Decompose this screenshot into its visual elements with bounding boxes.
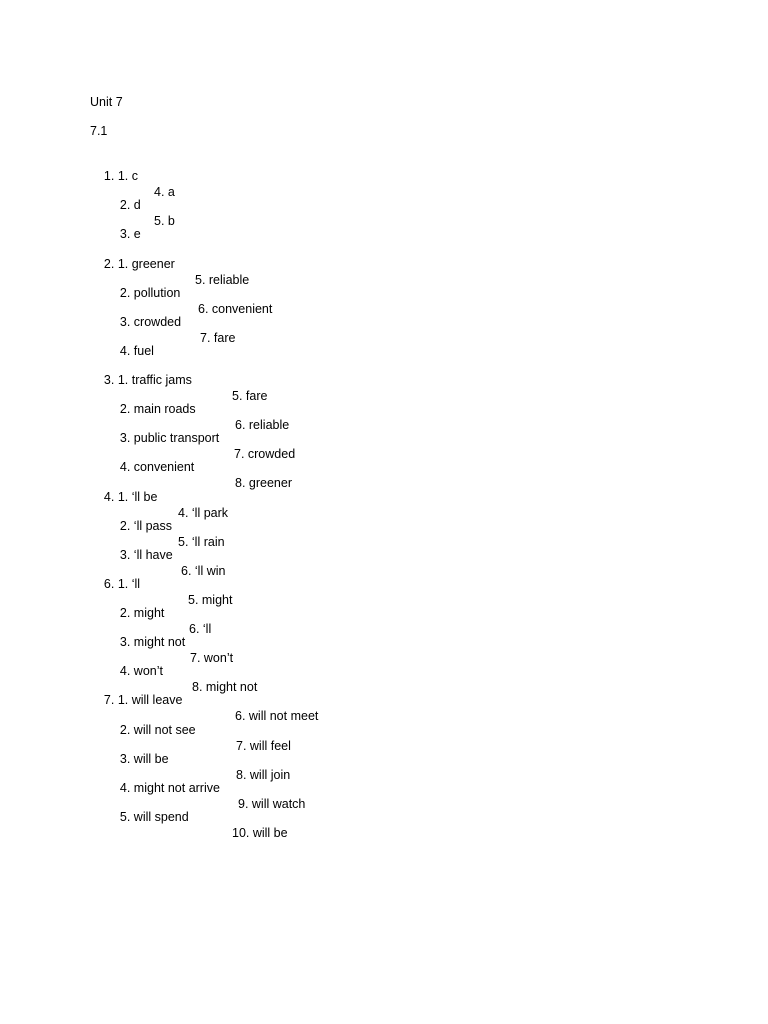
answer-item: 5. b [154,214,175,228]
answer-item: 1. traffic jams [117,373,192,387]
exercise-row [90,152,175,199]
answer-item: 6. will not meet [235,709,319,723]
answer-item: 3. might not [119,635,186,649]
answer-item: 2. main roads [119,402,196,416]
answer-item: 4. ‘ll park [178,506,229,520]
answer-item: 5. ‘ll rain [178,535,225,549]
answer-item: 6. ‘ll win [181,564,226,578]
answer-item: 6. ‘ll [189,622,212,636]
answer-item: 5. will spend [119,810,189,824]
answer-item: 2. pollution [119,286,181,300]
exercise-number: 2. [103,257,115,271]
answer-item: 5. might [188,593,233,607]
answer-item: 7. crowded [234,447,296,461]
answer-item: 4. might not arrive [119,781,220,795]
exercise-number: 6. [103,577,115,591]
exercise-row [90,240,250,287]
answer-item: 1. will leave [117,693,183,707]
answer-item: 5. fare [232,389,268,403]
answer-item: 6. reliable [235,418,290,432]
answer-item: 4. fuel [119,344,154,358]
answer-item: 2. might [119,606,165,620]
answer-item: 2. d [119,198,141,212]
answer-item: 8. will join [236,768,291,782]
exercise-row [90,356,268,403]
exercise-row [106,210,141,241]
answer-item: 7. fare [200,331,236,345]
answer-item: 2. will not see [119,723,196,737]
answer-item: 3. crowded [119,315,182,329]
exercise-number: 7. [103,693,115,707]
answer-item: 3. will be [119,752,169,766]
answer-item: 3. public transport [119,431,220,445]
answer-item: 3. e [119,227,141,241]
answer-item: 8. might not [192,680,258,694]
answer-item: 1. ‘ll [117,577,141,591]
answer-item: 1. c [117,169,138,183]
answer-item: 1. greener [117,257,175,271]
exercise-number: 4. [103,490,115,504]
answer-item: 2. ‘ll pass [119,519,173,533]
unit-title: Unit 7 [90,95,123,109]
answer-item: 1. ‘ll be [117,490,158,504]
exercise-number: 3. [103,373,115,387]
answer-item: 3. ‘ll have [119,548,173,562]
answer-item: 4. convenient [119,460,195,474]
answer-item: 6. convenient [198,302,273,316]
answer-item: 9. will watch [238,797,306,811]
exercise-row [90,473,229,520]
answer-item: 10. will be [232,826,288,840]
exercise-row [106,327,154,358]
answer-item: 4. a [154,185,175,199]
answer-item: 8. greener [235,476,292,490]
exercise-number: 1. [103,169,115,183]
answer-item: 4. won’t [119,664,163,678]
answer-item: 7. will feel [236,739,291,753]
section-number: 7.1 [90,124,108,138]
answer-item: 7. won’t [190,651,234,665]
answer-item: 5. reliable [195,273,250,287]
